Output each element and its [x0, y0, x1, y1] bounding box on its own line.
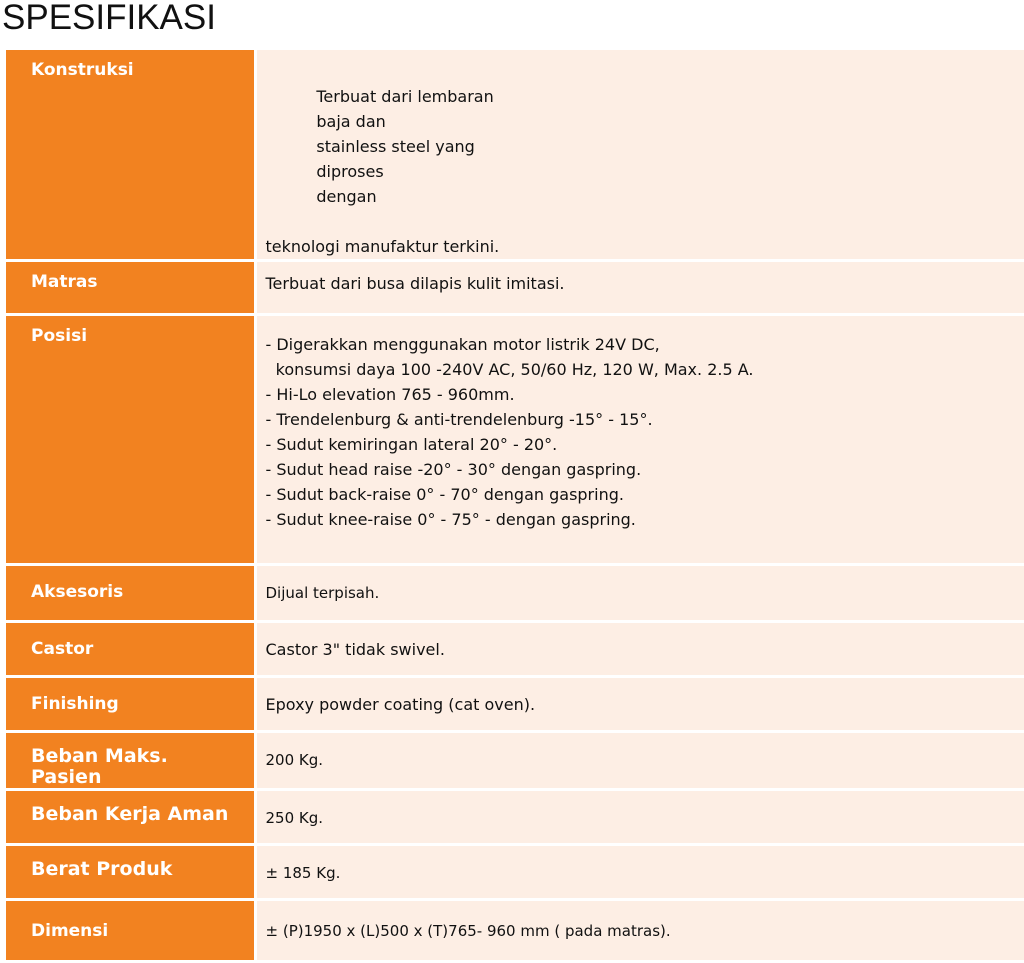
- spec-row-posisi: [6, 315, 1024, 565]
- spec-value-konstruksi-line-1: [266, 59, 1005, 234]
- spec-value-aksesoris: [255, 565, 1024, 622]
- spec-value-posisi-line-6: - Sudut head raise -20° - 30° dengan gaspring.: [265, 460, 642, 479]
- spec-label-konstruksi: Konstruksi: [6, 50, 255, 261]
- spec-row-beban-maks-pasien: [6, 732, 1024, 790]
- spec-label-dimensi: Dimensi: [6, 900, 255, 962]
- spec-row-castor: [6, 622, 1024, 677]
- spec-label-beban-kerja-aman: Beban Kerja Aman: [6, 790, 255, 845]
- spec-value-posisi-line-8: - Sudut knee-raise 0° - 75° - dengan gaspring.: [265, 510, 636, 529]
- spec-label-beban-maks-pasien: Beban Maks. Pasien: [6, 732, 255, 790]
- spec-value-posisi: [255, 315, 1024, 565]
- spec-value-posisi-line-5: - Sudut kemiringan lateral 20° - 20°.: [265, 435, 558, 454]
- spec-value-finishing-line-1: Epoxy powder coating (cat oven).: [265, 695, 536, 714]
- spec-value-dimensi-line-1: ± (P)1950 x (L)500 x (T)765- 960 mm ( pada matras).: [265, 922, 671, 940]
- spec-value-beban-kerja-aman: [255, 790, 1024, 845]
- spec-label-castor: Castor: [6, 622, 255, 677]
- spec-value-castor-line-1: Castor 3" tidak swivel.: [265, 640, 445, 659]
- spec-value-posisi-line-4: - Trendelenburg & anti-trendelenburg -15° - 15°.: [265, 410, 653, 429]
- spec-value-beban-maks-pasien-line-1: 200 Kg.: [265, 751, 324, 769]
- spec-row-berat-produk: [6, 845, 1024, 900]
- spec-value-konstruksi: [255, 50, 1024, 261]
- spec-value-posisi-line-1: - Digerakkan menggunakan motor listrik 24V DC,: [265, 335, 660, 354]
- spec-value-posisi-line-7: - Sudut back-raise 0° - 70° dengan gaspring.: [265, 485, 624, 504]
- spec-label-finishing: Finishing: [6, 677, 255, 732]
- specification-table: [6, 50, 1024, 963]
- spec-row-beban-kerja-aman: [6, 790, 1024, 845]
- spec-label-berat-produk: Berat Produk: [6, 845, 255, 900]
- spec-label-aksesoris: Aksesoris: [6, 565, 255, 622]
- spec-value-beban-kerja-aman-line-1: 250 Kg.: [265, 809, 324, 827]
- spec-value-dimensi: [255, 900, 1024, 962]
- spec-value-aksesoris-line-1: Dijual terpisah.: [265, 584, 380, 602]
- spec-row-dimensi: [6, 900, 1024, 962]
- spec-value-finishing: [255, 677, 1024, 732]
- spec-value-posisi-line-2: konsumsi daya 100 -240V AC, 50/60 Hz, 120 W, Max. 2.5 A.: [265, 360, 754, 379]
- spec-value-matras: [255, 261, 1024, 315]
- spec-row-matras: [6, 261, 1024, 315]
- spec-value-konstruksi-segment-5: dengan: [316, 187, 377, 206]
- spec-row-finishing: [6, 677, 1024, 732]
- page-title: SPESIFIKASI: [2, 0, 216, 37]
- spec-value-konstruksi-segment-2: baja dan: [316, 112, 386, 131]
- spec-value-konstruksi-segment-1: Terbuat dari lembaran: [316, 87, 494, 106]
- spec-value-konstruksi-segment-3: stainless steel yang: [316, 137, 475, 156]
- spec-value-matras-line-1: Terbuat dari busa dilapis kulit imitasi.: [265, 274, 565, 293]
- spec-value-berat-produk-line-1: ± 185 Kg.: [265, 864, 341, 882]
- spec-value-konstruksi-line-2: teknologi manufaktur terkini.: [265, 237, 500, 256]
- spec-row-konstruksi: [6, 50, 1024, 261]
- spec-value-castor: [255, 622, 1024, 677]
- spec-value-berat-produk: [255, 845, 1024, 900]
- spec-value-konstruksi-segment-4: diproses: [316, 162, 384, 181]
- spec-row-aksesoris: [6, 565, 1024, 622]
- spec-value-posisi-line-3: - Hi-Lo elevation 765 - 960mm.: [265, 385, 515, 404]
- spec-value-beban-maks-pasien: [255, 732, 1024, 790]
- spec-label-matras: Matras: [6, 261, 255, 315]
- spec-label-posisi: Posisi: [6, 315, 255, 565]
